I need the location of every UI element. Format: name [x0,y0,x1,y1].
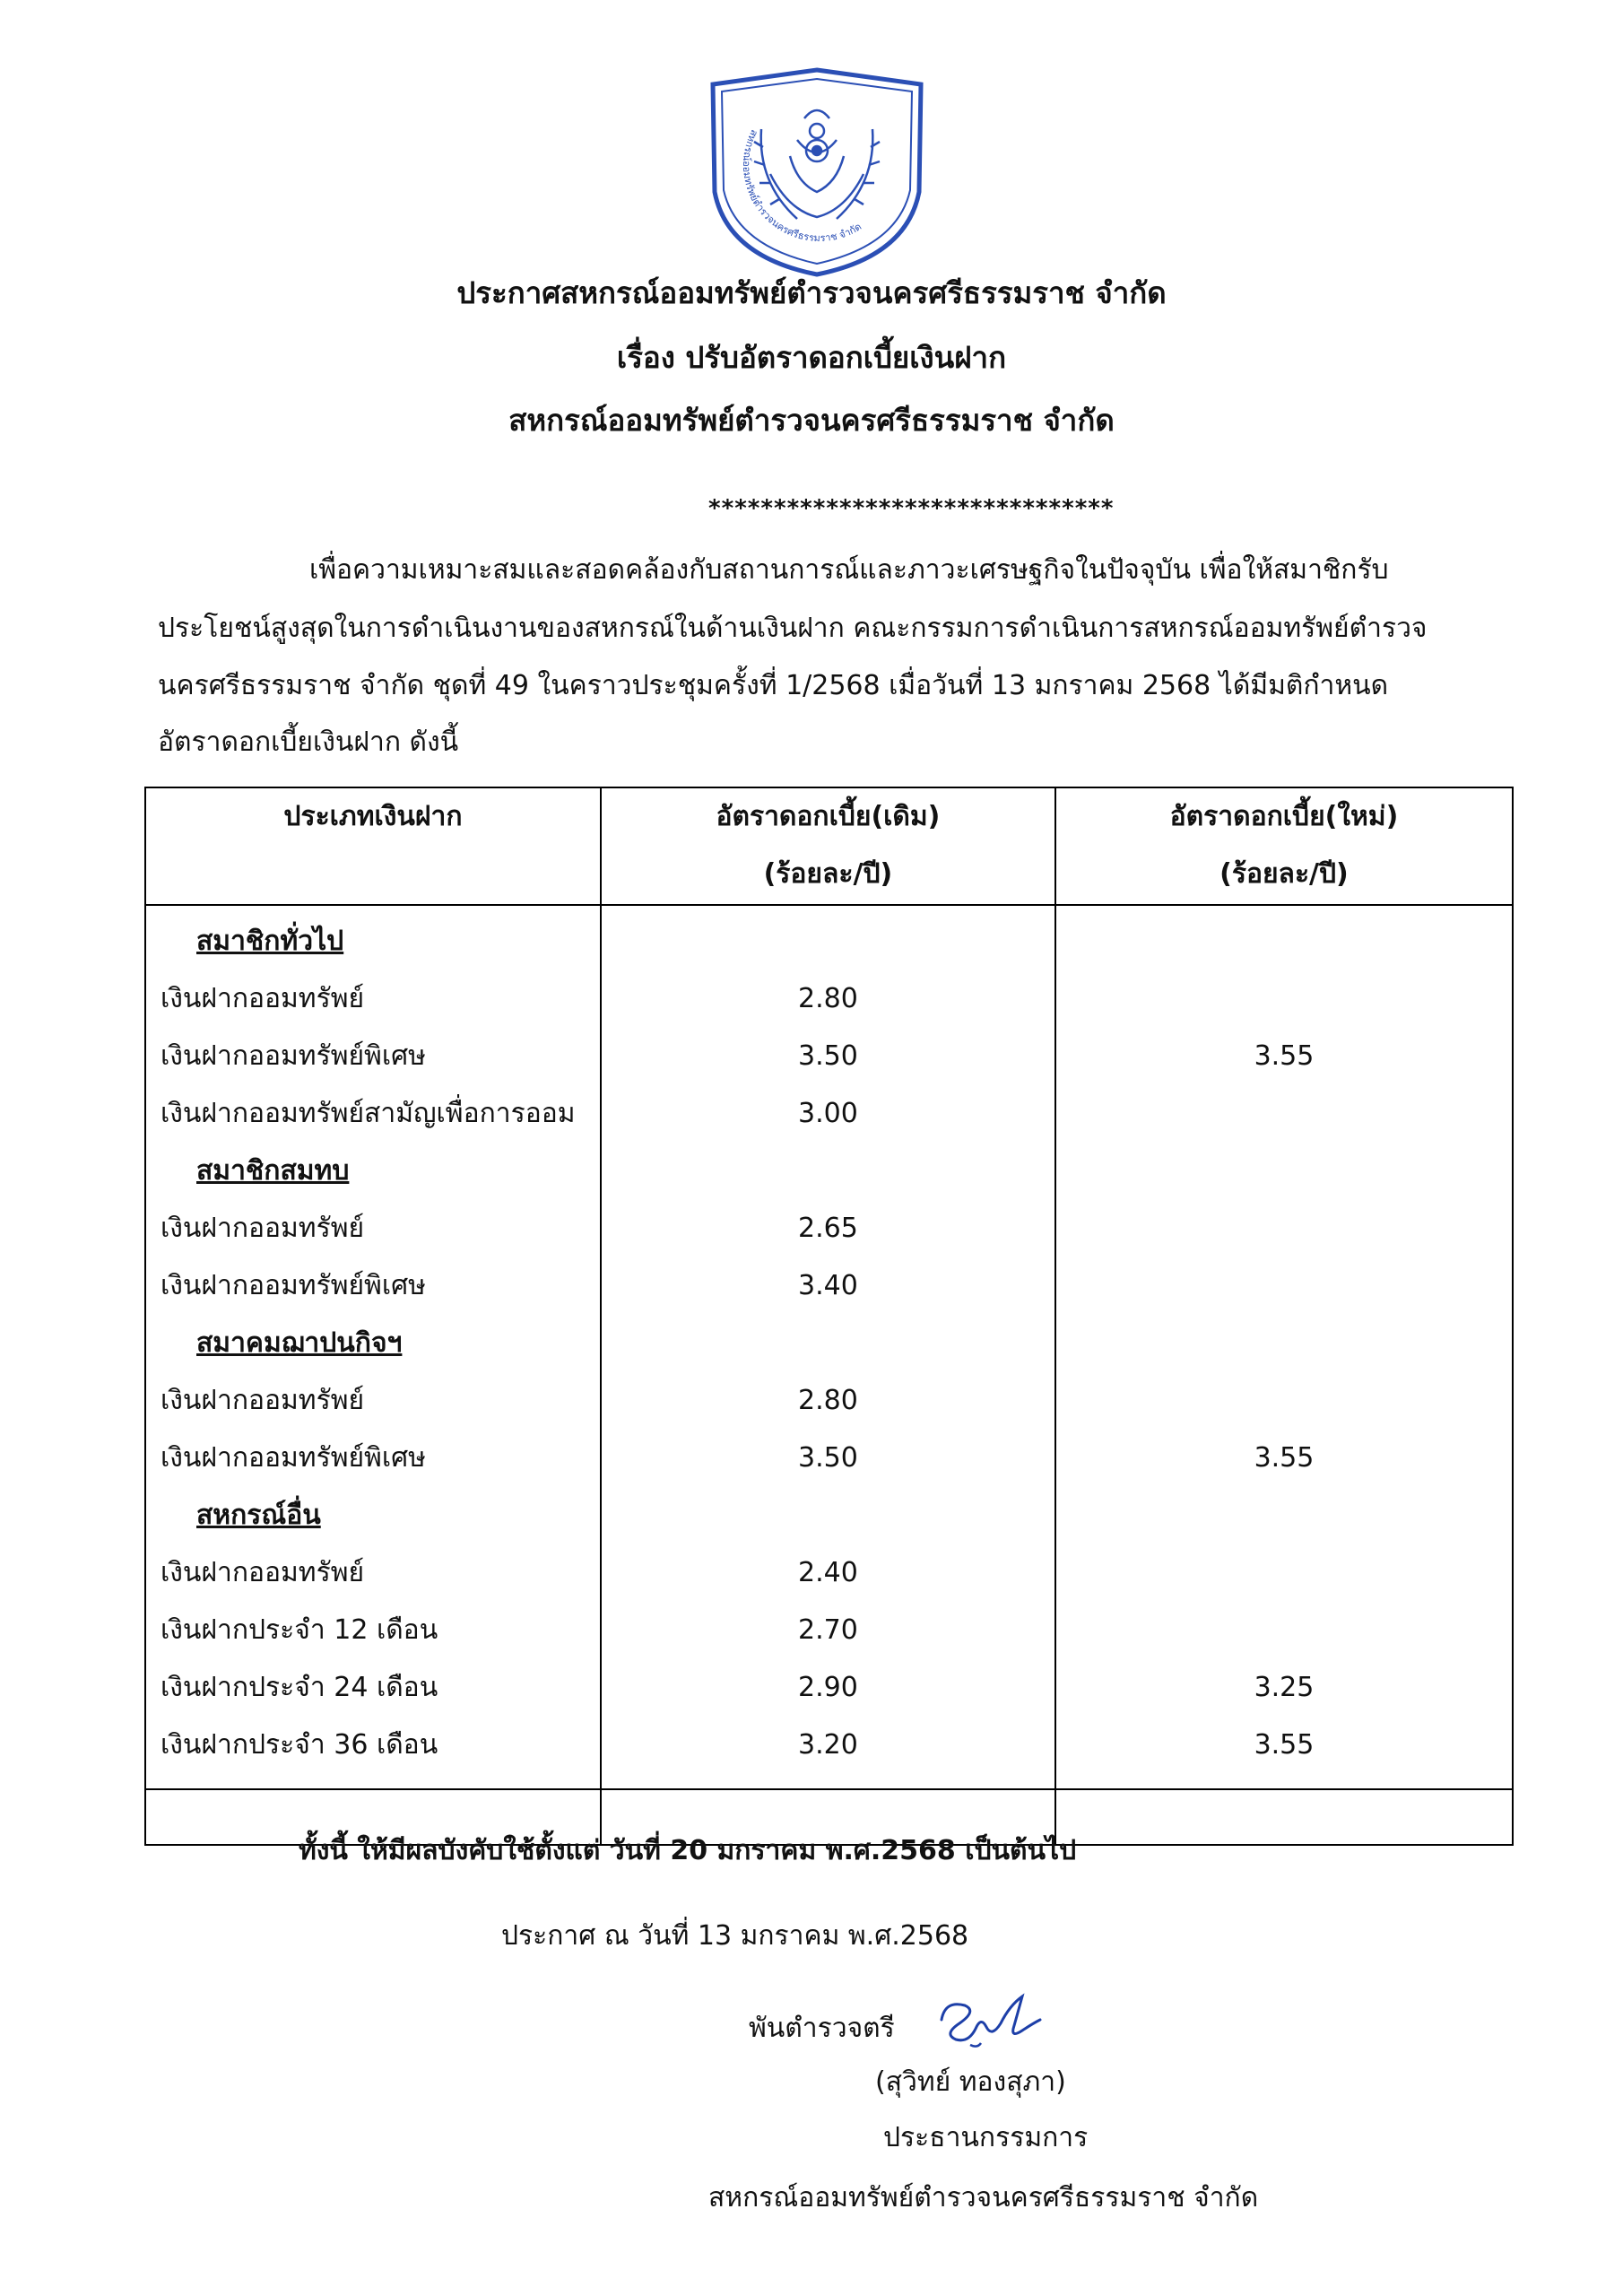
group-row-funeral-association: สมาคมฌาปนกิจฯ [145,1315,1513,1372]
table-row: เงินฝากประจำ 12 เดือน 2.70 [145,1602,1513,1659]
header-old-rate [601,787,1055,905]
group-row-associate-members: สมาชิกสมทบ [145,1143,1513,1200]
signer-name: (สุวิทย์ ทองสุภา) [875,2066,1066,2098]
signer-rank: พันตำรวจตรี [749,2013,895,2044]
body-line-1: เพื่อความเหมาะสมและสอดคล้องกับสถานการณ์และภาวะเศรษฐกิจในปัจจุบัน เพื่อให้สมาชิกรับ [309,554,1389,586]
body-line-4: อัตราดอกเบี้ยเงินฝาก ดังนี้ [158,726,459,758]
table-row: เงินฝากออมทรัพย์พิเศษ 3.40 [145,1257,1513,1315]
announcement-date: ประกาศ ณ วันที่ 13 มกราคม พ.ศ.2568 [501,1920,969,1952]
separator-stars: ******************************* [708,495,1115,522]
group-row-general-members: สมาชิกทั่วไป [145,905,1513,970]
organization-title: สหกรณ์ออมทรัพย์ตำรวจนครศรีธรรมราช จำกัด [508,403,1115,438]
table-row: เงินฝากประจำ 36 เดือน 3.20 3.55 [145,1717,1513,1789]
header-new-rate [1055,787,1513,905]
table-row: เงินฝากออมทรัพย์พิเศษ 3.50 3.55 [145,1028,1513,1085]
announcement-subject: เรื่อง ปรับอัตราดอกเบี้ยเงินฝาก [616,340,1007,375]
table-row: เงินฝากออมทรัพย์ 2.40 [145,1544,1513,1602]
header-deposit-type: ประเภทเงินฝาก [145,787,601,905]
signer-position: ประธานกรรมการ [883,2122,1089,2153]
old-rate-unit: (ร้อยละ/ปี) [763,858,893,890]
signer-organization: สหกรณ์ออมทรัพย์ตำรวจนครศรีธรรมราช จำกัด [708,2182,1259,2213]
group-row-other-cooperatives: สหกรณ์อื่น [145,1487,1513,1544]
body-line-3: นครศรีธรรมราช จำกัด ชุดที่ 49 ในคราวประชุมครั้งที่ 1/2568 เมื่อวันที่ 13 มกราคม 2568 ได้มีมติกำหนด [158,670,1389,701]
announcement-title: ประกาศสหกรณ์ออมทรัพย์ตำรวจนครศรีธรรมราช จำกัด [456,275,1167,310]
old-rate-label: อัตราดอกเบี้ย(เดิม) [716,801,941,832]
table-row: เงินฝากออมทรัพย์ 2.80 [145,1372,1513,1430]
cooperative-logo [707,66,926,278]
table-row: เงินฝากออมทรัพย์ 2.65 [145,1200,1513,1257]
table-row: เงินฝากประจำ 24 เดือน 2.90 3.25 [145,1659,1513,1717]
body-line-2: ประโยชน์สูงสุดในการดำเนินงานของสหกรณ์ในด้านเงินฝาก คณะกรรมการดำเนินการสหกรณ์ออมทรัพย์ตำรวจ [158,613,1428,644]
new-rate-label: อัตราดอกเบี้ย(ใหม่) [1169,801,1399,832]
table-row: เงินฝากออมทรัพย์พิเศษ 3.50 3.55 [145,1430,1513,1487]
table-row: เงินฝากออมทรัพย์สามัญเพื่อการออม 3.00 [145,1085,1513,1143]
table-header-row [145,787,1513,905]
new-rate-unit: (ร้อยละ/ปี) [1219,858,1349,890]
effective-date: ทั้งนี้ ให้มีผลบังคับใช้ตั้งแต่ วันที่ 20 มกราคม พ.ศ.2568 เป็นต้นไป [299,1835,1077,1866]
seal-text: สหกรณ์ออมทรัพย์ตำรวจนครศรีธรรมราช จำกัด [740,127,864,245]
interest-rate-table [144,787,1514,1846]
table-row: เงินฝากออมทรัพย์ 2.80 [145,970,1513,1028]
signature [924,1984,1049,2056]
